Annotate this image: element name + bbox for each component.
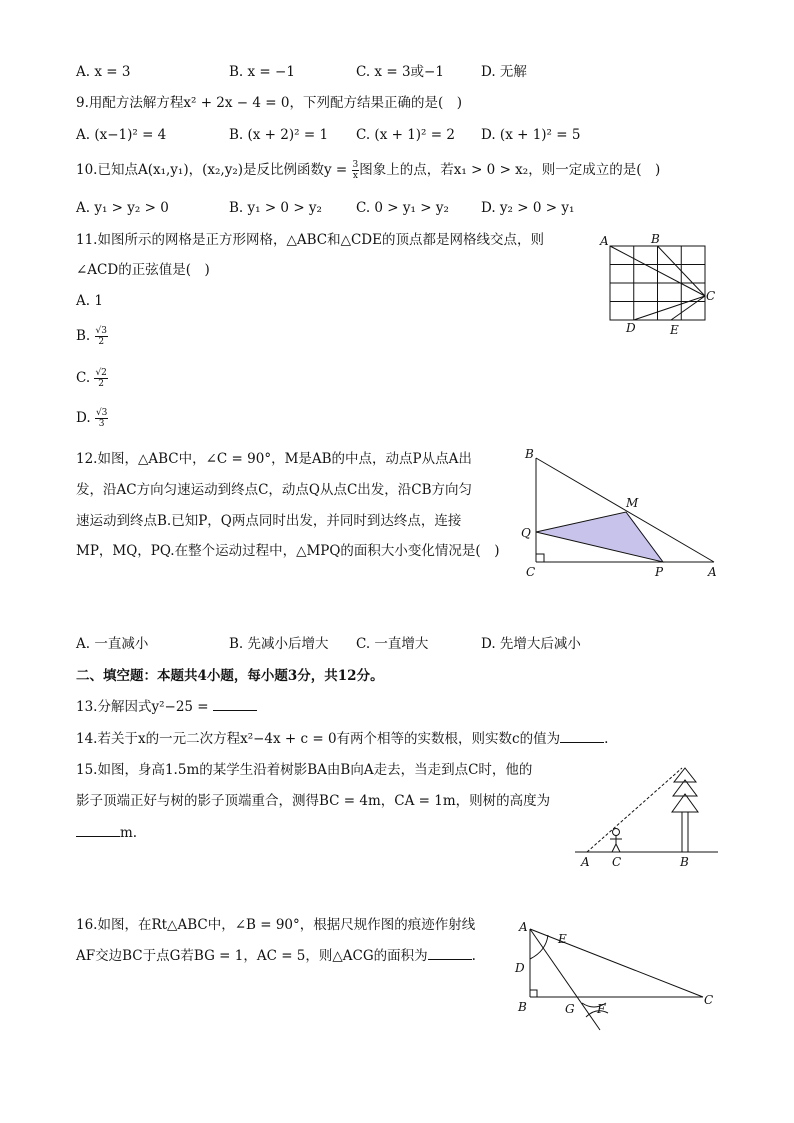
q12-line1: 12.如图，△ABC中，∠C = 90°，M是AB的中点，动点P从点A出 <box>76 451 472 467</box>
q11-c-den: 2 <box>98 379 105 389</box>
q11-b-den: 2 <box>98 337 105 347</box>
q11-grid-figure <box>595 228 725 338</box>
q9-option-c: C. (x + 1)² = 2 <box>356 127 455 143</box>
q11-c-num: √2 <box>95 368 107 378</box>
label-D: D <box>626 321 636 335</box>
q8-option-a: A. x = 3 <box>76 64 131 80</box>
q14-answer-blank[interactable] <box>560 730 604 743</box>
q15-tree-figure <box>572 760 722 872</box>
q12-line4: MP，MQ，PQ.在整个运动过程中，△MPQ的面积大小变化情况是( ) <box>76 543 500 559</box>
q11-d-den: 3 <box>98 419 105 429</box>
q11-b-num: √3 <box>95 326 107 336</box>
right-angle-mark <box>530 990 537 997</box>
q12-option-b: B. 先减小后增大 <box>229 636 329 652</box>
q10-stem <box>76 160 660 181</box>
label-P: P <box>655 565 664 579</box>
q16-answer-blank[interactable] <box>428 947 472 960</box>
q15-line3 <box>76 823 137 843</box>
label-E: E <box>558 932 567 946</box>
q16-text-post: . <box>471 948 476 964</box>
label-E: E <box>670 323 679 337</box>
label-C: C <box>526 565 536 579</box>
q10-option-b: B. y₁ > 0 > y₂ <box>229 200 322 216</box>
q11-line1: 11.如图所示的网格是正方形网格，△ABC和△CDE的顶点都是网格线交点，则 <box>76 232 544 248</box>
label-B: B <box>680 855 689 869</box>
q10-frac-num: 3 <box>352 160 359 170</box>
q10-option-c: C. 0 > y₁ > y₂ <box>356 200 449 216</box>
q14-stem <box>76 729 608 749</box>
label-Q: Q <box>521 526 531 540</box>
q11-line2: ∠ACD的正弦值是( ) <box>76 262 210 278</box>
right-angle-mark <box>536 554 544 562</box>
q12-triangle-figure <box>518 446 728 581</box>
q8-option-d: D. 无解 <box>481 64 527 80</box>
q8-option-b: B. x = −1 <box>229 64 295 80</box>
q14-text: 14.若关于x的一元二次方程x²−4x + c = 0有两个相等的实数根，则实数c的值为 <box>76 731 561 747</box>
q10-stem-pre: 10.已知点A(x₁,y₁)，(x₂,y₂)是反比例函数y = <box>76 162 352 178</box>
label-B: B <box>651 232 660 246</box>
q15-answer-blank[interactable] <box>76 824 120 837</box>
label-D: D <box>515 961 525 975</box>
q12-line3: 速运动到终点B.已知P，Q两点同时出发，并同时到达终点，连接 <box>76 513 462 529</box>
compass-arc <box>530 935 548 959</box>
q11-option-d <box>76 408 108 429</box>
q13-stem <box>76 697 257 717</box>
label-C: C <box>706 289 716 303</box>
label-B: B <box>518 1000 527 1014</box>
q16-line2 <box>76 946 476 966</box>
label-C: C <box>704 993 714 1007</box>
q10-option-d: D. y₂ > 0 > y₁ <box>481 200 575 216</box>
q12-option-d: D. 先增大后减小 <box>481 636 581 652</box>
q12-option-c: C. 一直增大 <box>356 636 429 652</box>
label-A: A <box>600 234 609 248</box>
label-F: F <box>597 1002 606 1016</box>
label-A: A <box>708 565 717 579</box>
q11-option-a: A. 1 <box>76 293 103 309</box>
q16-line1: 16.如图，在Rt△ABC中，∠B = 90°，根据尺规作图的痕迹作射线 <box>76 917 476 933</box>
q8-option-c: C. x = 3或−1 <box>356 64 444 80</box>
segment-AC <box>530 929 703 997</box>
q13-answer-blank[interactable] <box>213 698 257 711</box>
q9-option-a: A. (x−1)² = 4 <box>76 127 167 143</box>
q16-construction-figure <box>508 915 723 1035</box>
q14-text-post: . <box>604 731 609 747</box>
q9-stem: 9.用配方法解方程x² + 2x − 4 = 0，下列配方结果正确的是( ) <box>76 95 463 111</box>
q11-d-fraction <box>95 408 108 429</box>
label-A: A <box>519 920 528 934</box>
triangle-MPQ <box>536 512 663 562</box>
label-G: G <box>565 1002 575 1016</box>
label-M: M <box>626 496 639 510</box>
student-head <box>613 829 620 836</box>
student-leg <box>612 844 616 852</box>
q12-line2: 发，沿AC方向匀速运动到终点C，动点Q从点C出发，沿CB方向匀 <box>76 482 473 498</box>
segment-EC <box>671 296 705 320</box>
q16-text: AF交边BC于点G若BG = 1，AC = 5，则△ACG的面积为 <box>76 948 428 964</box>
q11-d-num: √3 <box>95 408 108 418</box>
q10-frac-den: x <box>352 171 358 181</box>
label-C: C <box>612 855 622 869</box>
q9-option-d: D. (x + 1)² = 5 <box>481 127 581 143</box>
q11-option-b <box>76 326 108 347</box>
q11-c-prefix: C. <box>76 370 91 386</box>
q15-line1: 15.如图，身高1.5m的某学生沿着树影BA由B向A走去，当走到点C时，他的 <box>76 762 533 778</box>
tree-bottom <box>672 794 698 812</box>
q9-option-b: B. (x + 2)² = 1 <box>229 127 329 143</box>
q11-d-prefix: D. <box>76 410 91 426</box>
q13-text: 13.分解因式y²−25 = <box>76 699 213 715</box>
q15-line2: 影子顶端正好与树的影子顶端重合，测得BC = 4m，CA = 1m，则树的高度为 <box>76 793 551 809</box>
q15-unit: m. <box>120 825 138 841</box>
label-B: B <box>525 447 534 461</box>
segment-DC <box>634 296 705 320</box>
q11-option-c <box>76 368 108 389</box>
section-heading: 二、填空题：本题共4小题，每小题3分，共12分。 <box>76 668 384 684</box>
sun-ray <box>587 768 682 852</box>
q10-stem-post: 图象上的点，若x₁ > 0 > x₂，则一定成立的是( ) <box>359 162 661 178</box>
q11-b-fraction <box>95 326 108 347</box>
q12-option-a: A. 一直减小 <box>76 636 149 652</box>
q11-c-fraction <box>94 368 107 389</box>
label-A: A <box>581 855 590 869</box>
q10-option-a: A. y₁ > y₂ > 0 <box>76 200 169 216</box>
q11-b-prefix: B. <box>76 328 91 344</box>
student-leg <box>616 844 620 852</box>
